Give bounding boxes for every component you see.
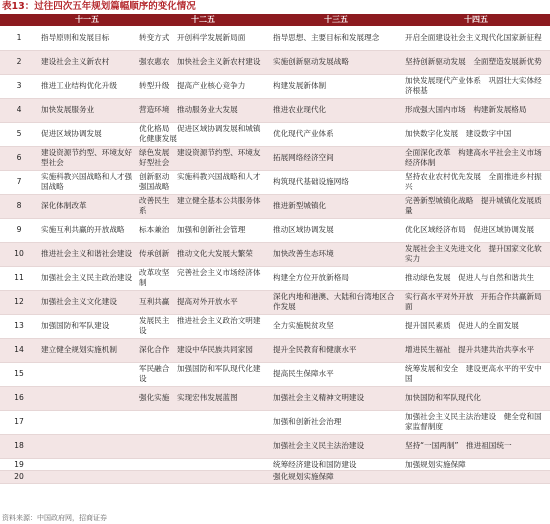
plan-12-cell: 改善民生 建立健全基本公共服务体系: [136, 194, 270, 218]
plan-12-cell: 军民融合 加强国防和军队现代化建设: [136, 362, 270, 386]
plan-14-cell: [402, 471, 550, 484]
plan-13-cell: 推进农业现代化: [270, 98, 402, 122]
plan-11-cell: [38, 458, 136, 471]
plan-11-cell: 推进社会主义和谐社会建设: [38, 242, 136, 266]
source-note: 资料来源：中国政府网，招商证券: [2, 514, 107, 522]
plan-11-cell: [38, 471, 136, 484]
header-13th-plan: 十三五: [270, 14, 402, 26]
plan-12-cell: 传承创新 推动文化大发展大繁荣: [136, 242, 270, 266]
plan-14-cell: 全面深化改革 构建高水平社会主义市场经济体制: [402, 146, 550, 170]
plan-11-cell: 推进工业结构优化升级: [38, 74, 136, 98]
row-index-cell: 10: [0, 242, 38, 266]
plan-11-cell: 建设社会主义新农村: [38, 50, 136, 74]
plan-14-cell: 坚持“一国两制” 推进祖国统一: [402, 434, 550, 458]
plan-11-cell: 加强社会主义文化建设: [38, 290, 136, 314]
row-index-cell: 5: [0, 122, 38, 146]
table-row: [0, 386, 550, 410]
plan-12-cell: 转型升级 提高产业核心竞争力: [136, 74, 270, 98]
plan-13-cell: 强化规划实施保障: [270, 471, 402, 484]
plan-11-cell: [38, 362, 136, 386]
plan-12-cell: 深化合作 建设中华民族共同家园: [136, 338, 270, 362]
plan-13-cell: 提升全民教育和健康水平: [270, 338, 402, 362]
plan-11-cell: [38, 434, 136, 458]
header-12th-plan: 十二五: [136, 14, 270, 26]
row-index-cell: 13: [0, 314, 38, 338]
plan-11-cell: 建立健全规划实施机制: [38, 338, 136, 362]
plan-11-cell: 实施互利共赢的开放战略: [38, 218, 136, 242]
plan-12-cell: 转变方式 开创科学发展新局面: [136, 26, 270, 50]
header-11th-plan: 十一五: [38, 14, 136, 26]
plan-14-cell: 增进民生福祉 提升共建共治共享水平: [402, 338, 550, 362]
plan-13-cell: 加强社会主义民主法治建设: [270, 434, 402, 458]
row-index-cell: 4: [0, 98, 38, 122]
plan-13-cell: 构筑现代基础设施网络: [270, 170, 402, 194]
row-index-cell: 3: [0, 74, 38, 98]
row-index-cell: 17: [0, 410, 38, 434]
row-index-cell: 15: [0, 362, 38, 386]
plan-12-cell: [136, 434, 270, 458]
table-row: [0, 266, 550, 290]
plan-11-cell: 加快发展服务业: [38, 98, 136, 122]
plan-14-cell: 开启全面建设社会主义现代化国家新征程: [402, 26, 550, 50]
plan-12-cell: [136, 458, 270, 471]
row-index-cell: 11: [0, 266, 38, 290]
row-index-cell: 19: [0, 458, 38, 471]
plan-14-cell: 优化区域经济布局 促进区域协调发展: [402, 218, 550, 242]
table-row: [0, 410, 550, 434]
table-row: [0, 338, 550, 362]
row-index-cell: 7: [0, 170, 38, 194]
plan-11-cell: 加强社会主义民主政治建设: [38, 266, 136, 290]
row-index-cell: 2: [0, 50, 38, 74]
plan-13-cell: 加快改善生态环境: [270, 242, 402, 266]
table-row: [0, 26, 550, 50]
plan-comparison-table: [0, 14, 550, 484]
table-row: [0, 74, 550, 98]
table-row: [0, 194, 550, 218]
table-row: [0, 314, 550, 338]
table-row: [0, 362, 550, 386]
plan-13-cell: 推进新型城镇化: [270, 194, 402, 218]
table-row: [0, 434, 550, 458]
table-row: [0, 146, 550, 170]
plan-14-cell: 提升国民素质 促进人的全面发展: [402, 314, 550, 338]
plan-14-cell: 加快数字化发展 建设数字中国: [402, 122, 550, 146]
table-row: [0, 290, 550, 314]
table-header-row: [0, 14, 550, 26]
plan-11-cell: 促进区域协调发展: [38, 122, 136, 146]
row-index-cell: 18: [0, 434, 38, 458]
plan-14-cell: 加快国防和军队现代化: [402, 386, 550, 410]
table-row: [0, 170, 550, 194]
header-index: [0, 14, 38, 26]
plan-14-cell: 完善新型城镇化战略 提升城镇化发展质量: [402, 194, 550, 218]
plan-12-cell: 绿色发展 建设资源节约型、环境友好型社会: [136, 146, 270, 170]
plan-14-cell: 加强规划实施保障: [402, 458, 550, 471]
plan-11-cell: 建设资源节约型、环境友好型社会: [38, 146, 136, 170]
plan-12-cell: 强化实施 实现宏伟发展蓝图: [136, 386, 270, 410]
plan-14-cell: 发展社会主义先进文化 提升国家文化软实力: [402, 242, 550, 266]
row-index-cell: 14: [0, 338, 38, 362]
plan-12-cell: [136, 471, 270, 484]
plan-13-cell: 统筹经济建设和国防建设: [270, 458, 402, 471]
row-index-cell: 9: [0, 218, 38, 242]
row-index-cell: 12: [0, 290, 38, 314]
plan-12-cell: 改革攻坚 完善社会主义市场经济体制: [136, 266, 270, 290]
plan-12-cell: 创新驱动 实施科教兴国战略和人才强国战略: [136, 170, 270, 194]
plan-11-cell: [38, 386, 136, 410]
plan-13-cell: 加强社会主义精神文明建设: [270, 386, 402, 410]
plan-14-cell: 统筹发展和安全 建设更高水平的平安中国: [402, 362, 550, 386]
plan-13-cell: 实施创新驱动发展战略: [270, 50, 402, 74]
plan-13-cell: 构建发展新体制: [270, 74, 402, 98]
plan-12-cell: 营造环境 推动服务业大发展: [136, 98, 270, 122]
plan-11-cell: 实施科教兴国战略和人才强国战略: [38, 170, 136, 194]
plan-13-cell: 构建全方位开放新格局: [270, 266, 402, 290]
row-index-cell: 6: [0, 146, 38, 170]
plan-14-cell: 坚持农业农村优先发展 全面推进乡村振兴: [402, 170, 550, 194]
plan-14-cell: 坚持创新驱动发展 全面塑造发展新优势: [402, 50, 550, 74]
plan-13-cell: 加强和创新社会治理: [270, 410, 402, 434]
plan-11-cell: 加强国防和军队建设: [38, 314, 136, 338]
table-row: [0, 458, 550, 471]
plan-13-cell: 拓展网络经济空间: [270, 146, 402, 170]
plan-13-cell: 指导思想、主要目标和发展理念: [270, 26, 402, 50]
table-row: [0, 122, 550, 146]
plan-12-cell: [136, 410, 270, 434]
plan-11-cell: 指导原则和发展目标: [38, 26, 136, 50]
plan-12-cell: 优化格局 促进区域协调发展和城镇化健康发展: [136, 122, 270, 146]
plan-14-cell: 加快发展现代产业体系 巩固壮大实体经济根基: [402, 74, 550, 98]
plan-13-cell: 推动区域协调发展: [270, 218, 402, 242]
plan-14-cell: 形成强大国内市场 构建新发展格局: [402, 98, 550, 122]
plan-14-cell: 推动绿色发展 促进人与自然和谐共生: [402, 266, 550, 290]
plan-12-cell: 发展民主 推进社会主义政治文明建设: [136, 314, 270, 338]
header-14th-plan: 十四五: [402, 14, 550, 26]
plan-12-cell: 标本兼治 加强和创新社会管理: [136, 218, 270, 242]
plan-13-cell: 全力实施脱贫攻坚: [270, 314, 402, 338]
row-index-cell: 8: [0, 194, 38, 218]
table-row: [0, 50, 550, 74]
row-index-cell: 16: [0, 386, 38, 410]
plan-11-cell: 深化体制改革: [38, 194, 136, 218]
plan-comparison-table-wrap: [0, 14, 550, 484]
row-index-cell: 1: [0, 26, 38, 50]
plan-13-cell: 深化内地和港澳、大陆和台湾地区合作发展: [270, 290, 402, 314]
table-row: [0, 242, 550, 266]
plan-13-cell: 提高民生保障水平: [270, 362, 402, 386]
table-row: [0, 471, 550, 484]
plan-12-cell: 互利共赢 提高对外开放水平: [136, 290, 270, 314]
plan-12-cell: 强农惠农 加快社会主义新农村建设: [136, 50, 270, 74]
plan-11-cell: [38, 410, 136, 434]
table-caption: 表13：过往四次五年规划篇幅顺序的变化情况: [2, 1, 196, 12]
plan-13-cell: 优化现代产业体系: [270, 122, 402, 146]
row-index-cell: 20: [0, 471, 38, 484]
table-row: [0, 218, 550, 242]
plan-14-cell: 实行高水平对外开放 开拓合作共赢新局面: [402, 290, 550, 314]
table-row: [0, 98, 550, 122]
plan-14-cell: 加强社会主义民主法治建设 健全党和国家监督制度: [402, 410, 550, 434]
